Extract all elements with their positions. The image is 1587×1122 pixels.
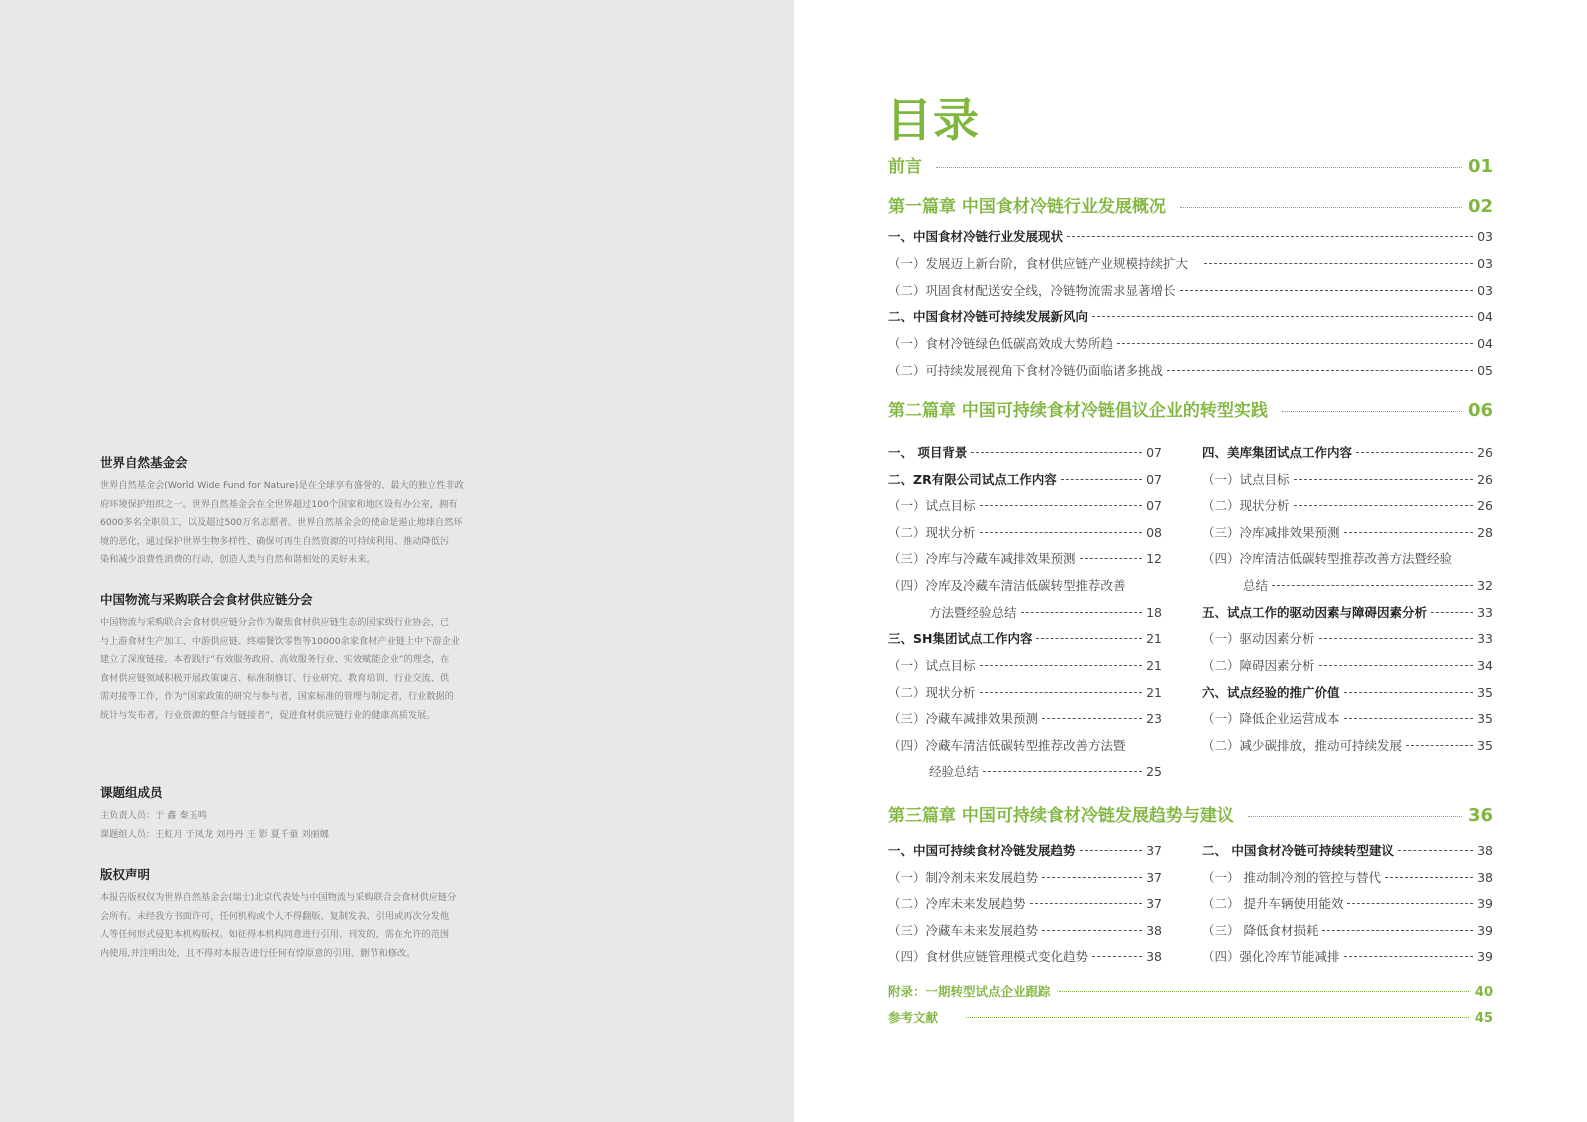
toc-entry-title: 六、试点经验的推广价值 <box>1202 685 1340 700</box>
toc-entry-title: 二、ZR有限公司试点工作内容 <box>888 472 1057 487</box>
toc-item[interactable] <box>888 549 1162 567</box>
dot-leader <box>1406 745 1473 746</box>
cflp-line: 与上游食材生产加工、中游供应链、终端餐饮零售等10000余家食材产业链上中下游企业 <box>100 635 460 647</box>
dot-leader <box>1092 316 1473 317</box>
toc-entry-title: （二）可持续发展视角下食材冷链仍面临诸多挑战 <box>888 363 1164 378</box>
toc-chapter-2[interactable] <box>888 396 1493 421</box>
toc-page-number: 45 <box>1474 1011 1493 1026</box>
toc-entry-title: （三）冷藏车减排效果预测 <box>888 711 1039 726</box>
toc-item[interactable] <box>1202 683 1493 701</box>
copyright-line: 内使用,并注明出处，且不得对本报告进行任何有悖原意的引用、删节和修改。 <box>100 947 416 959</box>
toc-preface[interactable] <box>888 152 1493 177</box>
toc-item[interactable] <box>1202 841 1493 859</box>
toc-entry-title: 一、 项目背景 <box>888 445 968 460</box>
dot-leader <box>1272 585 1473 586</box>
toc-entry-title: 经验总结 <box>929 764 980 779</box>
toc-title: 目录 <box>886 93 980 147</box>
toc-entry-title: （三）冷库与冷藏车减排效果预测 <box>888 551 1076 566</box>
toc-page-number: 21 <box>1146 685 1162 700</box>
toc-page-number: 38 <box>1477 843 1493 858</box>
dot-leader <box>1282 411 1462 412</box>
toc-entry-title: 前言 <box>888 157 922 177</box>
toc-page-number: 35 <box>1477 711 1493 726</box>
toc-item[interactable] <box>929 603 1162 621</box>
dot-leader <box>1167 370 1473 371</box>
toc-page-number: 21 <box>1146 658 1162 673</box>
toc-page-number: 37 <box>1146 896 1162 911</box>
dot-leader <box>1344 532 1474 533</box>
toc-page-number: 21 <box>1146 631 1162 646</box>
dot-leader <box>1080 558 1143 559</box>
wwf-block <box>100 453 510 570</box>
toc-page-number: 03 <box>1477 256 1493 271</box>
cflp-line: 需对接等工作，作为“国家政策的研究与参与者，国家标准的管理与制定者，行业数据的 <box>100 691 454 703</box>
cflp-line: 食材供应链领域积极开展政策谏言、标准制修订、行业研究、教育培训、行业交流、供 <box>100 672 450 684</box>
toc-item[interactable] <box>888 656 1162 674</box>
toc-page-number: 40 <box>1474 985 1493 1000</box>
dot-leader <box>1248 816 1462 817</box>
dot-leader <box>980 692 1143 693</box>
wwf-line: 境的恶化，通过保护世界生物多样性、确保可再生自然资源的可持续利用、推动降低污 <box>100 535 450 547</box>
wwf-line: 世界自然基金会(World Wide Fund for Nature)是在全球享有盛誉的、最大的独立性非政 <box>100 480 464 491</box>
dot-leader <box>1021 612 1143 613</box>
toc-page-number: 37 <box>1146 843 1162 858</box>
toc-item[interactable] <box>1202 470 1493 488</box>
toc-entry-title: 附录：一期转型试点企业跟踪 <box>888 984 1051 999</box>
toc-page-number: 38 <box>1146 923 1162 938</box>
dot-leader <box>1322 930 1473 931</box>
toc-entry-title: （二）减少碳排放，推动可持续发展 <box>1202 738 1403 753</box>
toc-page-number: 23 <box>1146 711 1162 726</box>
toc-page-number: 36 <box>1467 805 1493 826</box>
toc-page-number: 04 <box>1477 336 1493 351</box>
team-block <box>100 783 510 844</box>
toc-item[interactable] <box>888 227 1493 245</box>
toc-entry-title: 第一篇章 中国食材冷链行业发展概况 <box>888 197 1166 217</box>
toc-entry-title: （一）驱动因素分析 <box>1202 631 1315 646</box>
team-lead: 主负责人员：于 鑫 秦玉鸣 <box>100 810 207 821</box>
wwf-line: 府环境保护组织之一。世界自然基金会在全世界超过100个国家和地区设有办公室，拥有 <box>100 498 458 510</box>
dot-leader <box>1344 956 1474 957</box>
wwf-title: 世界自然基金会 <box>100 455 188 470</box>
dot-leader <box>1319 665 1474 666</box>
toc-entry-title: （二）障碍因素分析 <box>1202 658 1315 673</box>
toc-item[interactable] <box>888 683 1162 701</box>
toc-entry-title: 二、中国食材冷链可持续发展新风向 <box>888 309 1089 324</box>
toc-page-number: 26 <box>1477 498 1493 513</box>
dot-leader <box>1347 903 1473 904</box>
toc-entry-title: 总结 <box>1243 578 1269 593</box>
toc-entry-title: 第二篇章 中国可持续食材冷链倡议企业的转型实践 <box>888 401 1268 421</box>
dot-leader <box>1036 638 1142 639</box>
team-title: 课题组成员 <box>100 785 163 800</box>
toc-item[interactable] <box>1202 656 1493 674</box>
toc-item[interactable] <box>1202 443 1493 461</box>
dot-leader <box>1030 903 1143 904</box>
toc-entry-title: （三）冷库减排效果预测 <box>1202 525 1340 540</box>
copyright-line: 人等任何形式侵犯本机构版权。如征得本机构同意进行引用、刊发的，需在允许的范围 <box>100 929 450 941</box>
dot-leader <box>980 532 1143 533</box>
toc-page-number: 28 <box>1477 525 1493 540</box>
toc-page-number: 18 <box>1146 605 1162 620</box>
dot-leader <box>1059 991 1469 992</box>
toc-page-number: 07 <box>1146 445 1162 460</box>
toc-page-number: 02 <box>1467 196 1493 217</box>
dot-leader <box>1204 263 1473 264</box>
toc-entry-title: （二） 提升车辆使用能效 <box>1202 896 1344 911</box>
dot-leader <box>971 452 1142 453</box>
toc-item[interactable] <box>1243 576 1493 594</box>
toc-item[interactable] <box>888 443 1162 461</box>
toc-item[interactable] <box>888 307 1493 325</box>
toc-item[interactable] <box>888 470 1162 488</box>
toc-page-number: 06 <box>1467 400 1493 421</box>
toc-entry-title: （四）食材供应链管理模式变化趋势 <box>888 949 1089 964</box>
dot-leader <box>1385 877 1473 878</box>
toc-entry-title: （三）冷藏车未来发展趋势 <box>888 923 1039 938</box>
toc-entry-title: 一、中国可持续食材冷链发展趋势 <box>888 843 1076 858</box>
toc-entry-title: 一、中国食材冷链行业发展现状 <box>888 229 1064 244</box>
toc-entry-title: （一）制冷剂未来发展趋势 <box>888 870 1039 885</box>
toc-page-number: 35 <box>1477 738 1493 753</box>
wwf-line: 染和减少浪费性消费的行动，创造人类与自然和谐相处的美好未来。 <box>100 554 376 566</box>
toc-item[interactable] <box>1202 736 1493 754</box>
dot-leader <box>1061 479 1142 480</box>
dot-leader <box>1319 638 1474 639</box>
dot-leader <box>1431 612 1473 613</box>
dot-leader <box>1067 236 1473 237</box>
toc-entry-title: （一） 推动制冷剂的管控与替代 <box>1202 870 1381 885</box>
toc-references[interactable] <box>888 1008 1493 1026</box>
toc-page-number: 05 <box>1477 363 1493 378</box>
dot-leader <box>980 665 1143 666</box>
toc-page-number: 35 <box>1477 685 1493 700</box>
toc-entry-title: （二）现状分析 <box>888 525 976 540</box>
toc-page-number: 07 <box>1146 498 1162 513</box>
toc-item[interactable] <box>1202 921 1493 939</box>
toc-page-number: 38 <box>1477 870 1493 885</box>
toc-item[interactable] <box>1202 868 1493 886</box>
toc-item[interactable] <box>929 762 1162 780</box>
copyright-block <box>100 865 510 963</box>
dot-leader <box>1117 343 1473 344</box>
toc-page-number: 08 <box>1146 525 1162 540</box>
toc-item[interactable] <box>888 709 1162 727</box>
dot-leader <box>1344 692 1474 693</box>
toc-item[interactable] <box>888 947 1162 965</box>
toc-item[interactable] <box>1202 709 1493 727</box>
dot-leader <box>1294 505 1474 506</box>
toc-page-number: 32 <box>1477 578 1493 593</box>
toc-entry-title: （二）巩固食材配送安全线，冷链物流需求显著增长 <box>888 283 1176 298</box>
toc-entry-title: （二）冷库未来发展趋势 <box>888 896 1026 911</box>
dot-leader <box>1042 930 1142 931</box>
toc-item[interactable] <box>888 496 1162 514</box>
dot-leader <box>1080 850 1143 851</box>
toc-appendix[interactable] <box>888 982 1493 1000</box>
toc-entry-title: （一）降低企业运营成本 <box>1202 711 1340 726</box>
dot-leader <box>966 1017 1469 1018</box>
toc-entry-title: （四）强化冷库节能减排 <box>1202 949 1340 964</box>
toc-item[interactable] <box>888 868 1162 886</box>
toc-item[interactable] <box>1202 947 1493 965</box>
toc-chapter-1[interactable] <box>888 192 1493 217</box>
toc-page-number: 38 <box>1146 949 1162 964</box>
toc-page-number: 26 <box>1477 445 1493 460</box>
toc-entry-title: （一）发展迈上新台阶，食材供应链产业规模持续扩大 <box>888 256 1189 271</box>
toc-page-number: 26 <box>1477 472 1493 487</box>
toc-item[interactable] <box>888 921 1162 939</box>
dot-leader <box>983 771 1142 772</box>
dot-leader <box>936 167 1462 168</box>
toc-entry-title: （二）现状分析 <box>1202 498 1290 513</box>
cflp-line: 建立了深度链接。本着践行“有效服务政府、高效服务行业、实效赋能企业”的理念，在 <box>100 654 450 666</box>
toc-item[interactable] <box>888 334 1493 352</box>
toc-entry-title: 方法暨经验总结 <box>929 605 1017 620</box>
toc-item[interactable] <box>1202 894 1493 912</box>
toc-item-wrapped[interactable]: （四）冷库清洁低碳转型推荐改善方法暨经验 <box>1202 551 1453 566</box>
toc-entry-title: 五、试点工作的驱动因素与障碍因素分析 <box>1202 605 1428 620</box>
toc-entry-title: （一）试点目标 <box>1202 472 1290 487</box>
dot-leader <box>980 505 1143 506</box>
toc-item[interactable] <box>1202 496 1493 514</box>
toc-page-number: 03 <box>1477 283 1493 298</box>
cflp-block <box>100 590 510 726</box>
toc-entry-title: 二、 中国食材冷链可持续转型建议 <box>1202 843 1394 858</box>
toc-entry-title: 三、SH集团试点工作内容 <box>888 631 1033 646</box>
toc-item[interactable] <box>888 894 1162 912</box>
toc-item[interactable] <box>1202 629 1493 647</box>
dot-leader <box>1398 850 1473 851</box>
toc-item[interactable] <box>888 629 1162 647</box>
toc-chapter-3[interactable] <box>888 801 1493 826</box>
toc-item[interactable] <box>1202 523 1493 541</box>
copyright-line: 会所有。未经我方书面许可，任何机构或个人不得翻版、复制发表、引用或再次分发他 <box>100 910 450 922</box>
toc-item[interactable] <box>888 841 1162 859</box>
toc-entry-title: 第三篇章 中国可持续食材冷链发展趋势与建议 <box>888 806 1234 826</box>
toc-item[interactable] <box>888 523 1162 541</box>
toc-entry-title: （三） 降低食材损耗 <box>1202 923 1319 938</box>
dot-leader <box>1344 718 1474 719</box>
toc-page-number: 39 <box>1477 949 1493 964</box>
toc-entry-title: （一）试点目标 <box>888 498 976 513</box>
toc-page-number: 39 <box>1477 896 1493 911</box>
toc-page-number: 07 <box>1146 472 1162 487</box>
dot-leader <box>1180 207 1462 208</box>
toc-entry-title: （一）食材冷链绿色低碳高效成大势所趋 <box>888 336 1114 351</box>
toc-item-wrapped[interactable]: （四）冷藏车清洁低碳转型推荐改善方法暨 <box>888 738 1126 753</box>
dot-leader <box>1356 452 1473 453</box>
toc-page-number: 37 <box>1146 870 1162 885</box>
dot-leader <box>1042 718 1142 719</box>
toc-item-wrapped[interactable]: （四）冷库及冷藏车清洁低碳转型推荐改善 <box>888 578 1126 593</box>
dot-leader <box>1180 290 1474 291</box>
cflp-line: 统计与发布者，行业资源的整合与链接者”，促进食材供应链行业的健康高质发展。 <box>100 709 436 721</box>
toc-page-number: 01 <box>1467 156 1493 177</box>
wwf-line: 6000多名全职员工，以及超过500万名志愿者。世界自然基金会的使命是遏止地球自然环 <box>100 517 463 529</box>
toc-page-number: 12 <box>1146 551 1162 566</box>
toc-page-number: 34 <box>1477 658 1493 673</box>
copyright-line: 本报告版权仅为世界自然基金会(瑞士)北京代表处与中国物流与采购联合会食材供应链分 <box>100 892 457 903</box>
team-members: 课题组人员：王虹月 于凤龙 刘丹丹 王 影 夏千童 刘丽娜 <box>100 828 329 840</box>
dot-leader <box>1042 877 1142 878</box>
toc-item[interactable] <box>1202 603 1493 621</box>
toc-item[interactable] <box>888 281 1493 299</box>
toc-entry-title: （二）现状分析 <box>888 685 976 700</box>
toc-item[interactable] <box>888 361 1493 379</box>
toc-page-number: 33 <box>1477 631 1493 646</box>
toc-entry-title: 参考文献 <box>888 1010 939 1025</box>
toc-page-number: 04 <box>1477 309 1493 324</box>
toc-page-number: 25 <box>1146 764 1162 779</box>
toc-item[interactable] <box>888 254 1493 272</box>
copyright-title: 版权声明 <box>100 867 151 882</box>
toc-page-number: 03 <box>1477 229 1493 244</box>
dot-leader <box>1092 956 1142 957</box>
toc-page-number: 39 <box>1477 923 1493 938</box>
toc-entry-title: 四、美库集团试点工作内容 <box>1202 445 1353 460</box>
cflp-title: 中国物流与采购联合会食材供应链分会 <box>100 592 313 607</box>
cflp-line: 中国物流与采购联合会食材供应链分会作为聚焦食材供应链生态的国家级行业协会，已 <box>100 617 450 628</box>
dot-leader <box>1294 479 1474 480</box>
toc-entry-title: （一）试点目标 <box>888 658 976 673</box>
toc-page-number: 33 <box>1477 605 1493 620</box>
